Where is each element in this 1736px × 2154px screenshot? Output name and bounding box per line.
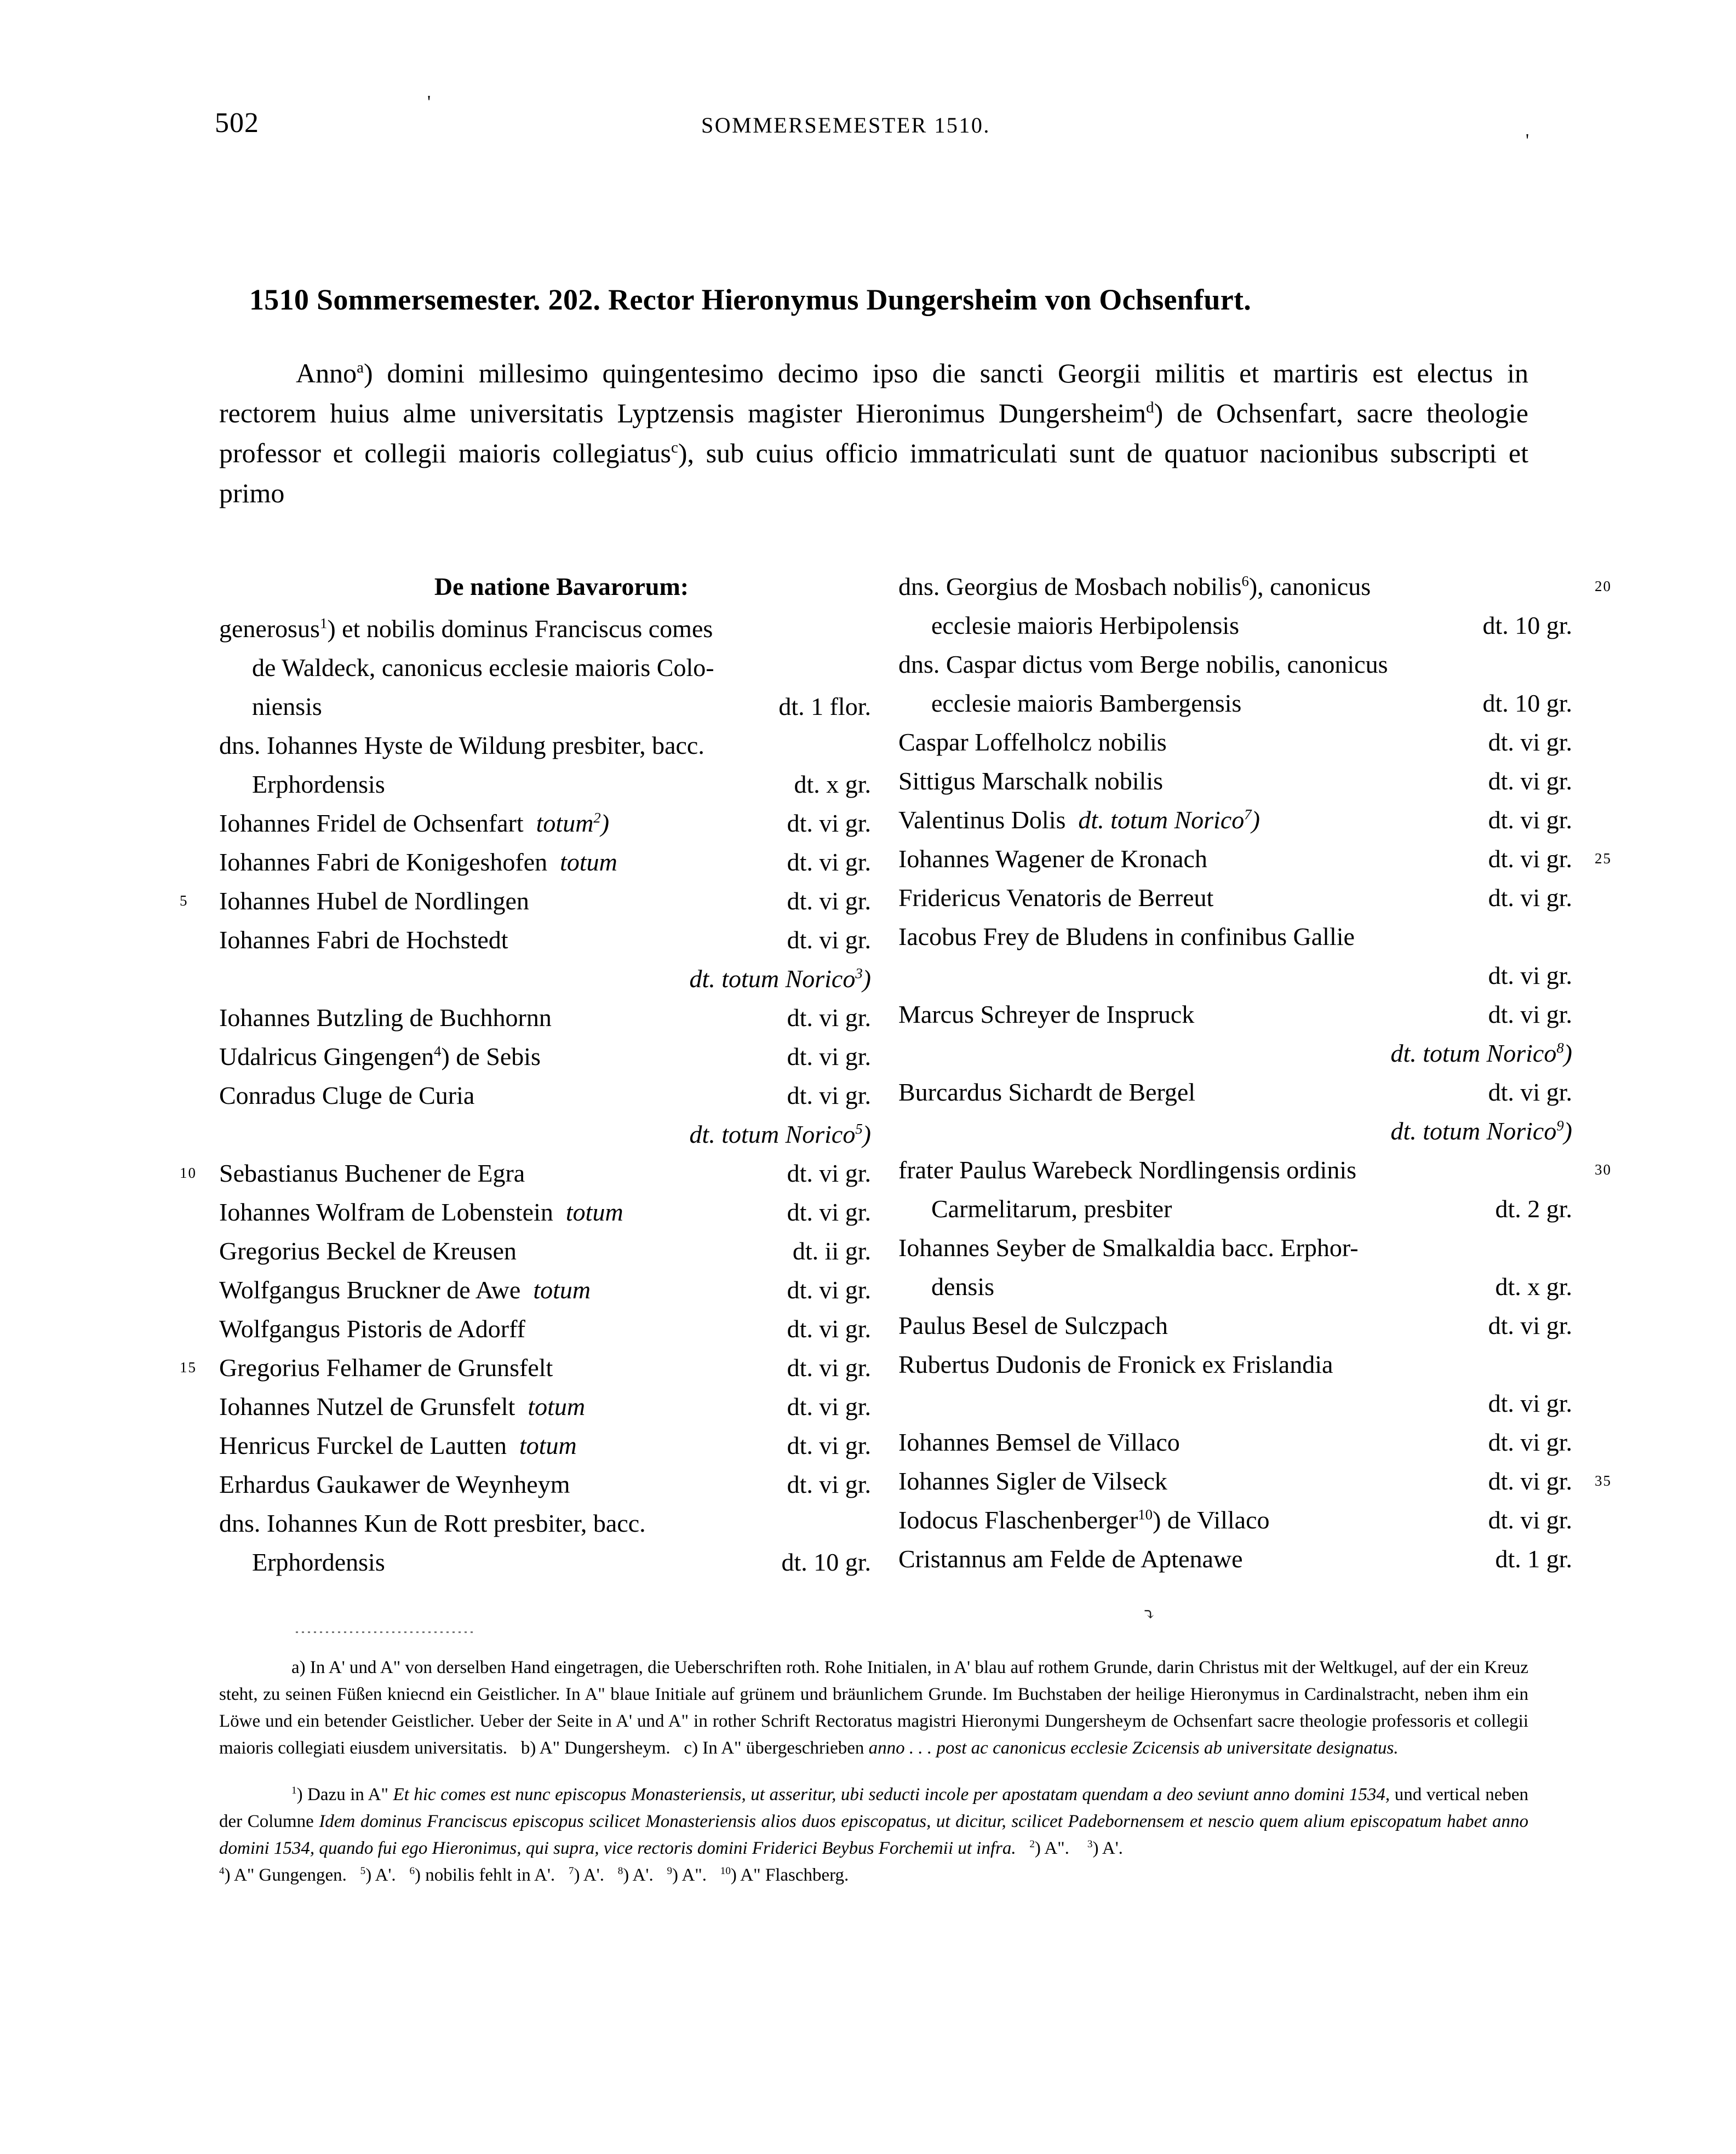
- register-entry: [898, 1034, 1572, 1073]
- register-entry: [219, 1387, 871, 1426]
- entry-fee: dt. vi gr.: [787, 1198, 871, 1226]
- register-entry: [898, 917, 1572, 956]
- entry-name: Iodocus Flaschenberger$^{10}$) de Villaco: [898, 1506, 1270, 1534]
- footnote-c-italic: anno . . . post ac canonicus ecclesie Zcicensis ab universitate designatus.: [868, 1738, 1399, 1758]
- register-entry: [898, 956, 1572, 995]
- footnote-4: $^4$) A" Gungengen.: [219, 1865, 347, 1885]
- entry-fee: dt. vi gr.: [1488, 845, 1572, 873]
- entry-fee: dt. vi gr.: [1488, 884, 1572, 912]
- register-entry: [219, 687, 871, 726]
- margin-tick-left: ': [427, 92, 431, 112]
- register-entry: [898, 1462, 1612, 1500]
- footnote-separator: [296, 1631, 477, 1633]
- entry-name: Iohannes Fabri de Hochstedt: [219, 926, 508, 954]
- register-entry: [219, 998, 871, 1037]
- register-entry: [219, 1504, 871, 1543]
- footnote-1-lead: $^1$) Dazu in A": [291, 1785, 393, 1804]
- entry-fee: dt. 2 gr.: [1495, 1195, 1572, 1223]
- register-entry: [219, 1543, 871, 1582]
- footnote-5: $^5$) A'.: [360, 1865, 396, 1885]
- entry-name: Iohannes Bemsel de Villaco: [898, 1428, 1180, 1456]
- entry-annotation: totum: [515, 1393, 586, 1420]
- register-entry: [898, 1345, 1572, 1384]
- entry-name: Wolfgangus Bruckner de Awe: [219, 1276, 521, 1304]
- column-left: [180, 567, 871, 1582]
- register-entry: [219, 1426, 871, 1465]
- margin-line-number: 35: [1595, 1473, 1612, 1489]
- entry-fee: dt. 1 flor.: [778, 692, 871, 720]
- page-number: 502: [215, 107, 259, 139]
- entry-annotation: dt. totum Norico$^7$): [1065, 806, 1260, 834]
- register-entry: [180, 881, 871, 920]
- entry-name: Conradus Cluge de Curia: [219, 1081, 475, 1109]
- entry-fee: dt. vi gr.: [787, 1042, 871, 1070]
- entry-fee: dt. vi gr.: [1488, 961, 1572, 989]
- column-right: [898, 567, 1612, 1578]
- entry-fee: dt. totum Norico$^9$): [1390, 1117, 1572, 1145]
- register-entry: [180, 1348, 871, 1387]
- register-entry: [898, 645, 1572, 684]
- entry-fee: dt. vi gr.: [787, 1354, 871, 1382]
- entry-name: de Waldeck, canonicus ecclesie maioris Colo-: [252, 654, 714, 681]
- entry-name: Iohannes Sigler de Vilseck: [898, 1467, 1167, 1495]
- footnote-6: $^6$) nobilis fehlt in A'.: [409, 1865, 555, 1885]
- entry-name: Wolfgangus Pistoris de Adorff: [219, 1315, 525, 1343]
- footnote-1-italic-2: Idem dominus Franciscus episcopus scilicet Monasteriensis alios duos episcopatus, ut dicitur, scilicet Padebornensem et nescio quem alium episcopatum habet anno domini 1534, quando fui ego Hieronimus, qui supra, vice rectoris domini Friderici Beybus Forchemii ut infra.: [219, 1812, 1528, 1858]
- entry-annotation: totum: [553, 1198, 623, 1226]
- register-entry: [219, 1270, 871, 1309]
- register-entry: [219, 1465, 871, 1504]
- register-entry: [898, 1189, 1572, 1228]
- entry-fee: dt. totum Norico$^3$): [689, 965, 871, 993]
- entry-fee: dt. vi gr.: [1488, 728, 1572, 756]
- entry-name: Erphordensis: [252, 770, 385, 798]
- entry-fee: dt. 1 gr.: [1495, 1545, 1572, 1573]
- entry-name: dns. Georgius de Mosbach nobilis$^6$), canonicus: [898, 572, 1371, 600]
- entry-annotation: totum: [506, 1431, 577, 1459]
- entry-name: Erphordensis: [252, 1548, 385, 1576]
- entry-name: Iacobus Frey de Bludens in confinibus Gallie: [898, 923, 1355, 950]
- register-entry: [219, 1037, 871, 1076]
- entry-fee: dt. vi gr.: [1488, 767, 1572, 795]
- entry-fee: dt. vi gr.: [787, 1004, 871, 1032]
- entry-name: Gregorius Beckel de Kreusen: [219, 1237, 517, 1265]
- register-entry: [898, 1267, 1572, 1306]
- entry-name: Carmelitarum, presbiter: [931, 1195, 1172, 1223]
- entry-annotation: totum: [520, 1276, 591, 1304]
- entry-fee: dt. vi gr.: [787, 809, 871, 837]
- register-entry: [898, 1228, 1572, 1267]
- margin-tick-right: ': [1526, 130, 1529, 151]
- register-entry: [898, 1150, 1612, 1189]
- margin-line-number: 15: [180, 1359, 197, 1376]
- register-entry: [898, 839, 1612, 878]
- entry-fee: dt. x gr.: [1495, 1273, 1572, 1301]
- footnotes-section: [219, 1654, 1528, 1889]
- footnote-9: $^9$) A".: [667, 1865, 707, 1885]
- running-title: SOMMERSEMESTER 1510.: [701, 113, 990, 138]
- entry-fee: dt. vi gr.: [787, 1081, 871, 1109]
- entry-fee: dt. vi gr.: [787, 848, 871, 876]
- entry-fee: dt. vi gr.: [787, 887, 871, 915]
- entry-name: generosus$^1$) et nobilis dominus Franciscus comes: [219, 615, 713, 643]
- entry-name: Udalricus Gingengen$^4$) de Sebis: [219, 1042, 541, 1070]
- register-entry: [898, 684, 1572, 723]
- entry-name: Iohannes Hubel de Nordlingen: [219, 887, 529, 915]
- footnote-7: $^7$) A'.: [568, 1865, 604, 1885]
- entry-fee: dt. vi gr.: [787, 1315, 871, 1343]
- register-entry: [898, 1073, 1572, 1112]
- entry-fee: dt. vi gr.: [1488, 1389, 1572, 1417]
- entry-fee: dt. vi gr.: [1488, 1078, 1572, 1106]
- section-title: 1510 Sommersemester. 202. Rector Hieronymus Dungersheim von Ochsenfurt.: [249, 283, 1252, 316]
- footnote-c-lead: c) In A" übergeschrieben: [684, 1738, 869, 1758]
- register-entry: [898, 1306, 1572, 1345]
- footnote-2: $^2$) A".: [1029, 1838, 1069, 1858]
- entry-fee: dt. vi gr.: [1488, 1467, 1572, 1495]
- entry-name: densis: [931, 1273, 994, 1301]
- register-entry: [898, 1423, 1572, 1462]
- entry-name: Iohannes Fabri de Konigeshofen: [219, 848, 548, 876]
- entry-name: dns. Iohannes Kun de Rott presbiter, bacc.: [219, 1509, 646, 1537]
- register-entry: [219, 609, 871, 648]
- entry-fee: dt. vi gr.: [787, 1470, 871, 1498]
- register-entry: [219, 843, 871, 881]
- register-entry: [898, 800, 1572, 839]
- register-entry: [219, 1115, 871, 1154]
- entry-fee: dt. vi gr.: [1488, 1428, 1572, 1456]
- footnote-1-middle: und vertical neben der Columne: [219, 1785, 1529, 1831]
- footnote-1-italic-1: Et hic comes est nunc episcopus Monasteriensis, ut asseritur, ubi seducti incole per apostatam quendam a deo seviunt anno domini 1534,: [393, 1785, 1390, 1804]
- register-entry: [219, 959, 871, 998]
- entry-fee: dt. vi gr.: [1488, 806, 1572, 834]
- entry-name: Erhardus Gaukawer de Weynheym: [219, 1470, 570, 1498]
- intro-text: Anno$^a$) domini millesimo quingentesimo decimo ipso die sancti Georgii militis et martiris est electus in rectorem huius alme universitatis Lyptzensis magister Hieronimus Dungersheim$^d$) de Ochsenfart, sacre theologie professor et collegii maioris collegiatus$^c$), sub cuius officio immatriculati sunt de quatuor nacionibus subscripti et primo: [219, 358, 1528, 508]
- entry-fee: dt. vi gr.: [1488, 1000, 1572, 1028]
- entry-fee: dt. x gr.: [794, 770, 871, 798]
- entry-name: niensis: [252, 692, 322, 720]
- entry-name: Burcardus Sichardt de Bergel: [898, 1078, 1196, 1106]
- entry-fee: dt. 10 gr.: [781, 1548, 871, 1576]
- entry-name: ecclesie maioris Herbipolensis: [931, 611, 1240, 639]
- margin-line-number: 20: [1595, 578, 1612, 594]
- entry-name: dns. Iohannes Hyste de Wildung presbiter, bacc.: [219, 731, 704, 759]
- entry-name: Henricus Furckel de Lautten: [219, 1431, 507, 1459]
- entry-fee: dt. totum Norico$^8$): [1390, 1039, 1572, 1067]
- register-entry: [898, 1500, 1572, 1539]
- intro-paragraph: [219, 353, 1528, 513]
- margin-line-number: 25: [1595, 850, 1612, 867]
- register-entry: [219, 1076, 871, 1115]
- footnote-10: $^{10}$) A" Flaschberg.: [720, 1865, 849, 1885]
- entry-annotation: totum: [547, 848, 617, 876]
- entry-fee: dt. vi gr.: [787, 926, 871, 954]
- entry-name: dns. Caspar dictus vom Berge nobilis, canonicus: [898, 650, 1388, 678]
- entry-name: Iohannes Butzling de Buchhornn: [219, 1004, 552, 1032]
- entry-fee: dt. vi gr.: [787, 1431, 871, 1459]
- entry-name: Iohannes Wolfram de Lobenstein: [219, 1198, 553, 1226]
- margin-line-number: 5: [180, 892, 188, 909]
- register-entry: [898, 606, 1572, 645]
- register-entry: [898, 1112, 1572, 1150]
- entry-fee: dt. totum Norico$^5$): [689, 1120, 871, 1148]
- entry-name: Valentinus Dolis: [898, 806, 1066, 834]
- entry-name: Fridericus Venatoris de Berreut: [898, 884, 1214, 912]
- entry-fee: dt. vi gr.: [787, 1159, 871, 1187]
- register-entry: [898, 1539, 1572, 1578]
- entry-name: Gregorius Felhamer de Grunsfelt: [219, 1354, 553, 1382]
- entry-name: Rubertus Dudonis de Fronick ex Frislandia: [898, 1350, 1333, 1378]
- register-entry: [898, 1384, 1572, 1423]
- register-entry: [898, 995, 1572, 1034]
- entry-name: frater Paulus Warebeck Nordlingensis ordinis: [898, 1156, 1357, 1184]
- register-entry: [898, 567, 1612, 606]
- footnote-8: $^8$) A'.: [617, 1865, 654, 1885]
- right-entry-list: [898, 567, 1612, 1578]
- entry-name: Sittigus Marschalk nobilis: [898, 767, 1163, 795]
- footnote-block-abc: [219, 1654, 1528, 1762]
- entry-name: Paulus Besel de Sulczpach: [898, 1311, 1168, 1339]
- entry-fee: dt. vi gr.: [1488, 1506, 1572, 1534]
- entry-fee: dt. 10 gr.: [1482, 689, 1572, 717]
- entry-name: ecclesie maioris Bambergensis: [931, 689, 1242, 717]
- register-entry: [219, 920, 871, 959]
- entry-name: Iohannes Seyber de Smalkaldia bacc. Erphor-: [898, 1234, 1359, 1262]
- entry-name: Iohannes Nutzel de Grunsfelt: [219, 1393, 515, 1420]
- register-entry: [180, 1154, 871, 1193]
- entry-name: Iohannes Wagener de Kronach: [898, 845, 1207, 873]
- margin-line-number: 10: [180, 1165, 197, 1181]
- running-head: [0, 107, 1736, 140]
- entry-fee: dt. vi gr.: [787, 1393, 871, 1420]
- left-entry-list: [180, 609, 871, 1582]
- footnote-marker-glyph: ⤵: [1142, 1606, 1156, 1624]
- register-entry: [219, 726, 871, 765]
- nation-heading-bavarorum: De natione Bavarorum:: [434, 572, 689, 600]
- register-entry: [898, 761, 1572, 800]
- entry-name: Marcus Schreyer de Inspruck: [898, 1000, 1195, 1028]
- register-entry: [219, 648, 871, 687]
- entry-fee: dt. vi gr.: [1488, 1311, 1572, 1339]
- register-entry: [898, 878, 1572, 917]
- entry-name: Iohannes Fridel de Ochsenfart: [219, 809, 524, 837]
- footnote-b: b) A" Dungersheym.: [520, 1738, 671, 1758]
- entry-fee: dt. vi gr.: [787, 1276, 871, 1304]
- footnote-block-numbered: [219, 1781, 1528, 1889]
- entry-name: Sebastianus Buchener de Egra: [219, 1159, 525, 1187]
- register-entry: [219, 804, 871, 843]
- entry-name: Cristannus am Felde de Aptenawe: [898, 1545, 1243, 1573]
- entry-fee: dt. 10 gr.: [1482, 611, 1572, 639]
- entry-name: Caspar Loffelholcz nobilis: [898, 728, 1167, 756]
- register-entry: [898, 723, 1572, 761]
- footnote-a: a) In A' und A" von derselben Hand eingetragen, die Ueberschriften roth. Rohe Initialen, in A' blau auf rothem Grunde, darin Christus mit der Weltkugel, auf der ein Kreuz steht, zu seinen Füßen kniecnd ein Geistlicher. In A" blaue Initiale auf grünem und bräunlichem Grunde. Im Buchstaben der heilige Hieronymus in Cardinalstracht, neben ihm ein Löwe und ein betender Geistlicher. Ueber der Seite in A' und A" in rother Schrift Rectoratus magistri Hieronymi Dungersheym de Ochsenfart sacre theologie professoris et collegii maioris collegiati eiusdem universitatis.: [219, 1658, 1528, 1758]
- register-entry: [219, 1193, 871, 1231]
- register-entry: [219, 765, 871, 804]
- register-entry: [219, 1231, 871, 1270]
- margin-line-number: 30: [1595, 1161, 1612, 1178]
- register-entry: [219, 1309, 871, 1348]
- footnote-3: $^3$) A'.: [1087, 1838, 1123, 1858]
- entry-fee: dt. ii gr.: [792, 1237, 871, 1265]
- entry-annotation: totum$^2$): [523, 809, 610, 837]
